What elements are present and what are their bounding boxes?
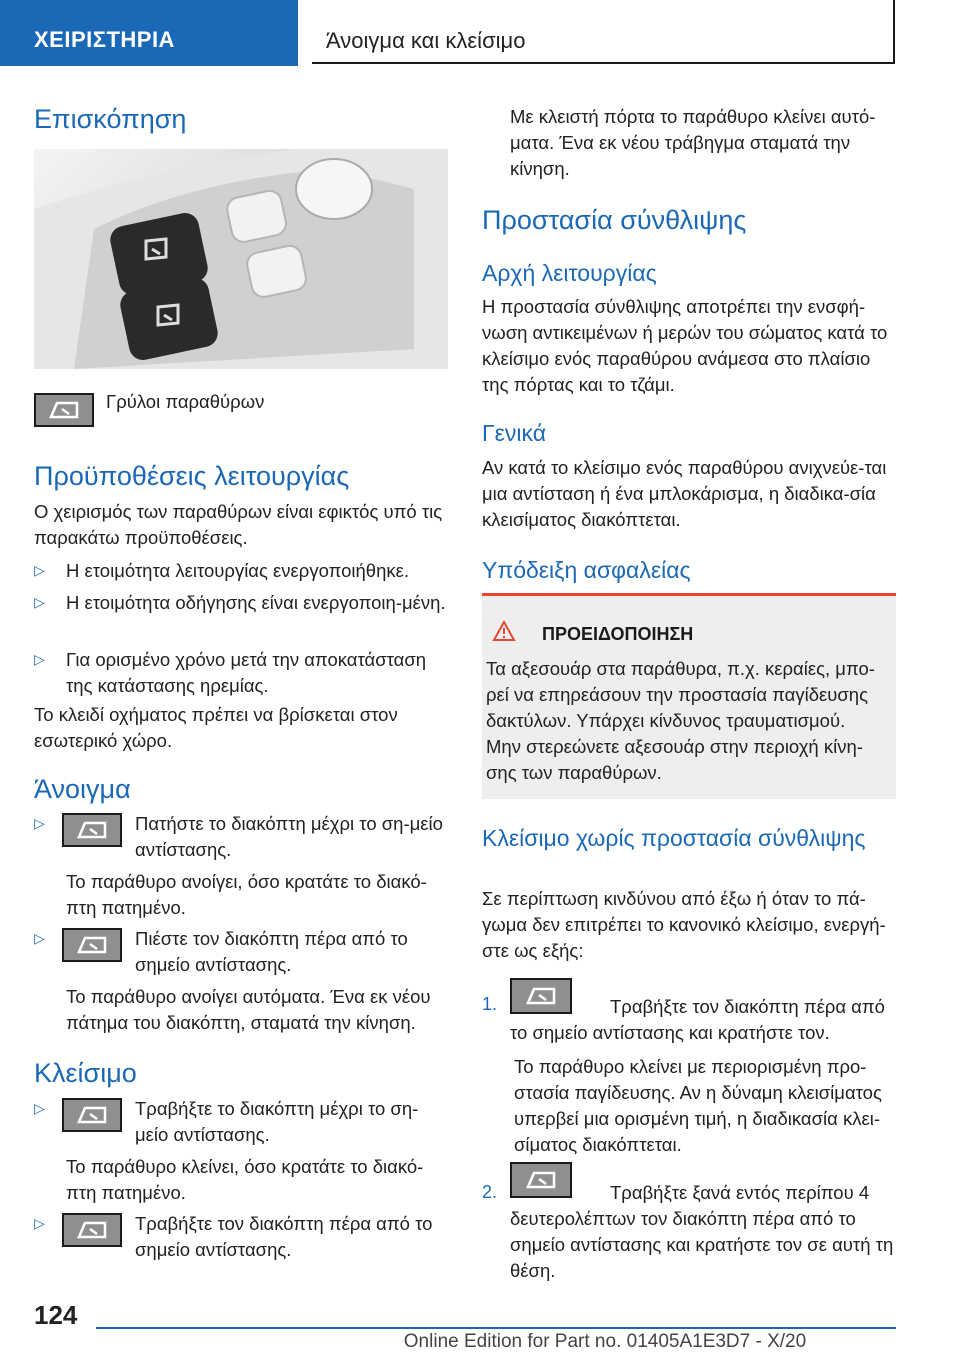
step-item: 2. Τραβήξτε ξανά εντός περίπου 4 δευτερολέπτων τον διακόπτη πέρα από το σημείο αντίστασης και κρατήστε τον σε αυτή τη θέση. (482, 1162, 896, 1284)
window-switch-icon (62, 928, 122, 962)
list-item: ▷ Η ετοιμότητα λειτουργίας ενεργοποιήθηκε. (34, 560, 409, 581)
principle-heading: Αρχή λειτουργίας (482, 260, 657, 286)
window-switches-image (34, 149, 448, 369)
warning-triangle-icon (492, 620, 516, 647)
closing-heading: Κλείσιμο (34, 1058, 137, 1088)
list-item: ▷ Για ορισμένο χρόνο μετά την αποκατάσταση της κατάστασης ηρεμίας. (34, 649, 427, 696)
triangle-bullet-icon: ▷ (34, 594, 45, 610)
footer-edition (0, 1331, 960, 1353)
page-number: 124 (34, 1300, 78, 1330)
prereq-intro: Ο χειρισμός των παραθύρων είναι εφικτός υπό τις παρακάτω προϋποθέσεις. (34, 501, 443, 548)
list-item: ▷ Πατήστε το διακόπτη μέχρι το ση-μείο αντίστασης. Το παράθυρο ανοίγει, όσο κρατάτε το διακό-πτη πατημένο. (34, 813, 443, 918)
warning-text-instruction: Μην στερεώνετε αξεσουάρ στην περιοχή κίνη-σης των παραθύρων. (486, 736, 863, 783)
edition-text: Online Edition for Part no. 01405A1E3D7 - X/20 (403, 1331, 807, 1352)
window-switch-icon (510, 978, 572, 1014)
key-note: Το κλειδί οχήματος πρέπει να βρίσκεται στον εσωτερικό χώρο. (34, 704, 398, 751)
step-item: 1. Τραβήξτε τον διακόπτη πέρα από το σημείο αντίστασης και κρατήστε τον. Το παράθυρο κλείνει με περιορισμένη προ-στασία παγίδευσης. Αν η δύναμη κλεισίματος υπερβεί μια ορισμένη τιμή, η διαδικασία κλει-σίματος διακόπτεται. (482, 978, 896, 1158)
triangle-bullet-icon: ▷ (34, 1100, 45, 1116)
pinch-protection-heading: Προστασία σύνθλιψης (482, 205, 747, 235)
general-heading: Γενικά (482, 420, 547, 446)
no-pinch-heading: Κλείσιμο χωρίς προστασία σύνθλιψης (482, 825, 866, 851)
warning-label: ΠΡΟΕΙΔΟΠΟΙΗΣΗ (542, 624, 694, 644)
step-number: 2. (482, 1182, 498, 1202)
opening-heading: Άνοιγμα (34, 774, 131, 804)
principle-text: Η προστασία σύνθλιψης αποτρέπει την ενσφή-νωση αντικειμένων ή μερών του σώματος κατά το κλείσιμο ενός παραθύρου ανάμεσα στο πλαίσιο της πόρτας και το τζάμι. (482, 296, 888, 395)
triangle-bullet-icon: ▷ (34, 562, 45, 578)
no-pinch-intro: Σε περίπτωση κινδύνου από έξω ή όταν το πά-γωμα δεν επιτρέπει το κανονικό κλείσιμο, ενεργή-στε ως εξής: (482, 888, 886, 961)
safety-heading: Υπόδειξη ασφαλείας (482, 557, 691, 583)
chapter-tab: ΧΕΙΡΙΣΤΗΡΙΑ (0, 0, 298, 66)
footer-divider (96, 1327, 896, 1329)
page-header (0, 0, 960, 66)
window-switches-photo (34, 149, 448, 369)
list-item: ▷ Η ετοιμότητα οδήγησης είναι ενεργοποιη-μένη. (34, 592, 446, 613)
prereq-heading: Προϋποθέσεις λειτουργίας (34, 461, 350, 491)
list-item: ▷ Πιέστε τον διακόπτη πέρα από το σημείο αντίστασης. Το παράθυρο ανοίγει αυτόματα. Ένα εκ νέου πάτημα του διακόπτη, σταματά την κίνηση. (34, 928, 431, 1033)
list-item: ▷ Τραβήξτε τον διακόπτη πέρα από το σημείο αντίστασης. (34, 1213, 433, 1260)
step-number: 1. (482, 994, 498, 1014)
window-switch-icon (62, 1098, 122, 1132)
photo-caption: Γρύλοι παραθύρων (106, 391, 265, 412)
window-switch-icon (510, 1162, 572, 1198)
section-title: Άνοιγμα και κλείσιμο (312, 0, 895, 64)
window-switch-icon (62, 1213, 122, 1247)
window-switch-icon (34, 393, 94, 427)
list-item: ▷ Τραβήξτε το διακόπτη μέχρι το ση-μείο αντίστασης. Το παράθυρο κλείνει, όσο κρατάτε το διακό-πτη πατημένο. (34, 1098, 424, 1203)
warning-box (482, 593, 896, 799)
closing-continued: Με κλειστή πόρτα το παράθυρο κλείνει αυτό-ματα. Ένα εκ νέου τράβηγμα σταματά την κίνηση. (510, 106, 876, 179)
triangle-bullet-icon: ▷ (34, 930, 45, 946)
general-text: Αν κατά το κλείσιμο ενός παραθύρου ανιχνεύε-ται μια αντίσταση ή ένα μπλοκάρισμα, η διαδικα-σία κλεισίματος διακόπτεται. (482, 457, 887, 530)
warning-text-risk: Τα αξεσουάρ στα παράθυρα, π.χ. κεραίες, μπο-ρεί να επηρεάσουν την προστασία παγίδευσης δακτύλων. Υπάρχει κίνδυνος τραυματισμού. (486, 658, 875, 731)
triangle-bullet-icon: ▷ (34, 815, 45, 831)
window-switch-icon (62, 813, 122, 847)
triangle-bullet-icon: ▷ (34, 651, 45, 667)
triangle-bullet-icon: ▷ (34, 1215, 45, 1231)
overview-heading: Επισκόπηση (34, 104, 187, 134)
